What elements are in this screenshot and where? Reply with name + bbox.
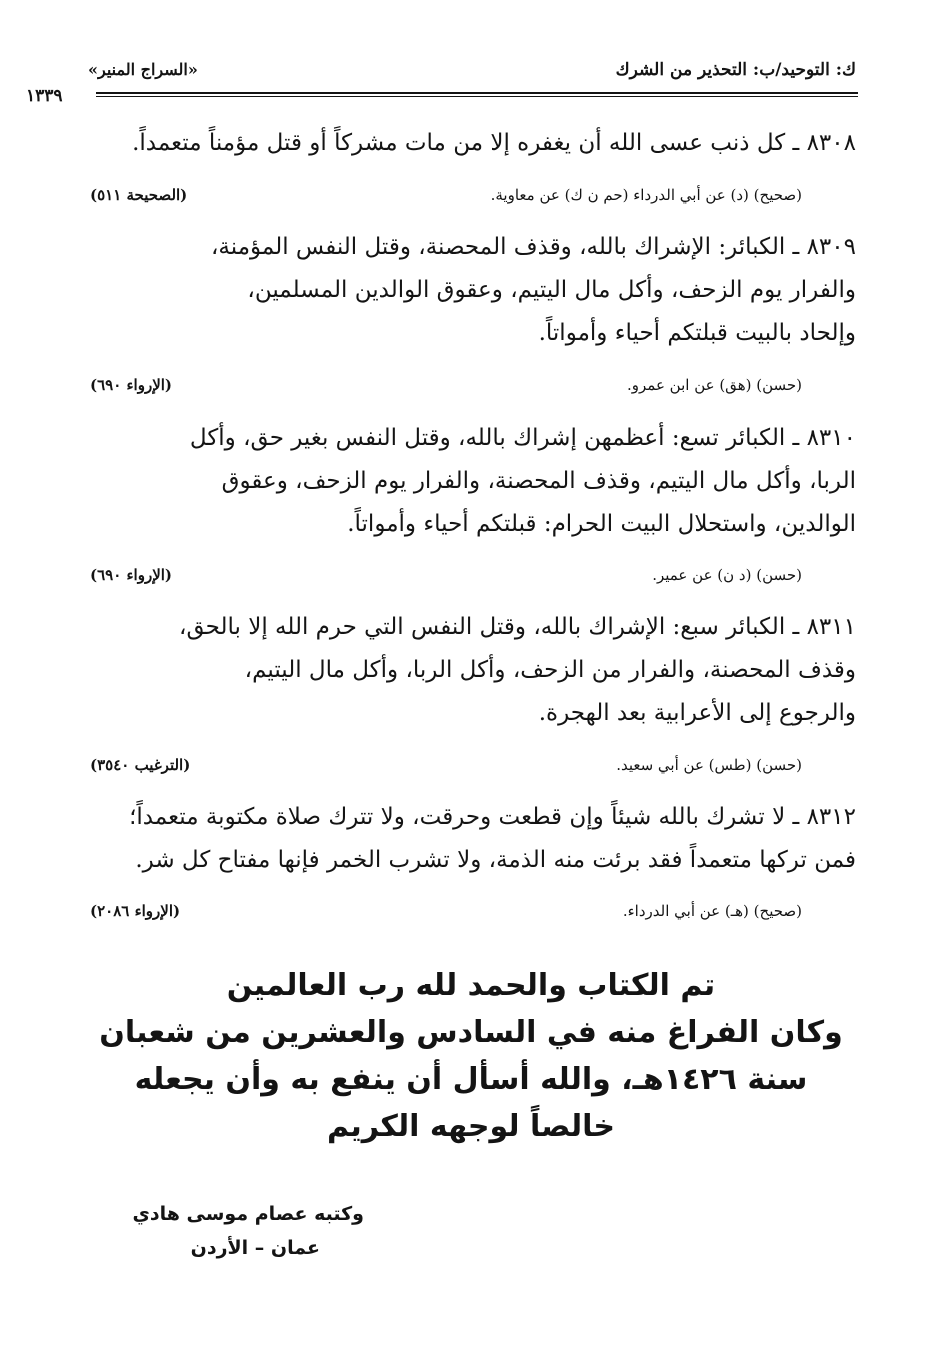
hadith-text-line: والفرار يوم الزحف، وأكل مال اليتيم، وعقوق الوالدين المسلمين، xyxy=(247,277,856,303)
colophon-line: وكان الفراغ منه في السادس والعشرين من شعبان xyxy=(99,1015,843,1050)
hadith-8311-source xyxy=(90,756,802,782)
hadith-8310-source xyxy=(90,566,802,592)
hadith-8312 xyxy=(86,796,856,882)
book-title-header: «السراج المنير» xyxy=(88,60,198,79)
hadith-8308 xyxy=(86,122,856,165)
hadith-reference: (الإرواء ٢٠٨٦) xyxy=(90,902,181,920)
hadith-text-line: وقذف المحصنة، والفرار من الزحف، وأكل الربا، وأكل مال اليتيم، xyxy=(244,657,856,683)
signature-place: عمان – الأردن xyxy=(190,1237,320,1259)
hadith-text-line: ٨٣١٠ ـ الكبائر تسع: أعظمهن إشراك بالله، وقتل النفس بغير حق، وأكل xyxy=(189,425,856,451)
hadith-reference: (الإرواء ٦٩٠) xyxy=(90,376,173,394)
chapter-header: ك: التوحيد/ب: التحذير من الشرك xyxy=(615,60,856,80)
hadith-8312-source xyxy=(90,902,802,928)
hadith-text-line: والرجوع إلى الأعرابية بعد الهجرة. xyxy=(538,700,856,726)
page-number: ١٣٣٩ xyxy=(26,86,63,106)
hadith-text-line: الربا، وأكل مال اليتيم، وقذف المحصنة، والفرار يوم الزحف، وعقوق xyxy=(221,468,856,494)
hadith-8309-source xyxy=(90,376,802,402)
hadith-8309 xyxy=(86,226,856,355)
hadith-text-line: ٨٣١٢ ـ لا تشرك بالله شيئاً وإن قطعت وحرقت، ولا تترك صلاة مكتوبة متعمداً؛ xyxy=(129,804,856,830)
colophon-line: خالصاً لوجهه الكريم xyxy=(326,1109,615,1144)
hadith-reference: (الترغيب ٣٥٤٠) xyxy=(90,756,191,774)
hadith-grade: (صحيح) (د) عن أبي الدرداء (حم ن ك) عن معاوية. xyxy=(490,186,802,204)
hadith-reference: (الصحيحة ٥١١) xyxy=(90,186,188,204)
hadith-grade: (حسن) (د ن) عن عمير. xyxy=(652,566,802,584)
hadith-text-line: الوالدين، واستحلال البيت الحرام: قبلتكم أحياء وأمواتاً. xyxy=(347,511,856,537)
hadith-reference: (الإرواء ٦٩٠) xyxy=(90,566,173,584)
hadith-text-line: فمن تركها متعمداً فقد برئت منه الذمة، ولا تشرب الخمر فإنها مفتاح كل شر. xyxy=(135,847,856,873)
hadith-text-line: ٨٣١١ ـ الكبائر سبع: الإشراك بالله، وقتل النفس التي حرم الله إلا بالحق، xyxy=(179,614,856,640)
signature-author: وكتبه عصام موسى هادي xyxy=(132,1203,364,1225)
hadith-text-line: وإلحاد بالبيت قبلتكم أحياء وأمواتاً. xyxy=(538,320,856,346)
hadith-8310 xyxy=(86,417,856,546)
hadith-grade: (صحيح) (هـ) عن أبي الدرداء. xyxy=(622,902,802,920)
colophon xyxy=(0,962,942,1150)
hadith-grade: (حسن) (طس) عن أبي سعيد. xyxy=(616,756,802,774)
colophon-line: تم الكتاب والحمد لله رب العالمين xyxy=(226,968,716,1003)
hadith-grade: (حسن) (هق) عن ابن عمرو. xyxy=(626,376,802,394)
hadith-text-line: ٨٣٠٨ ـ كل ذنب عسى الله أن يغفره إلا من مات مشركاً أو قتل مؤمناً متعمداً. xyxy=(132,130,856,156)
hadith-text-line: ٨٣٠٩ ـ الكبائر: الإشراك بالله، وقذف المحصنة، وقتل النفس المؤمنة، xyxy=(211,234,856,260)
header-rule-thin xyxy=(96,96,858,97)
hadith-8311 xyxy=(86,606,856,735)
colophon-line: سنة ١٤٢٦هـ، والله أسأل أن ينفع به وأن يجعله xyxy=(134,1062,808,1097)
hadith-8308-source xyxy=(90,186,802,212)
header-rule xyxy=(96,92,858,94)
